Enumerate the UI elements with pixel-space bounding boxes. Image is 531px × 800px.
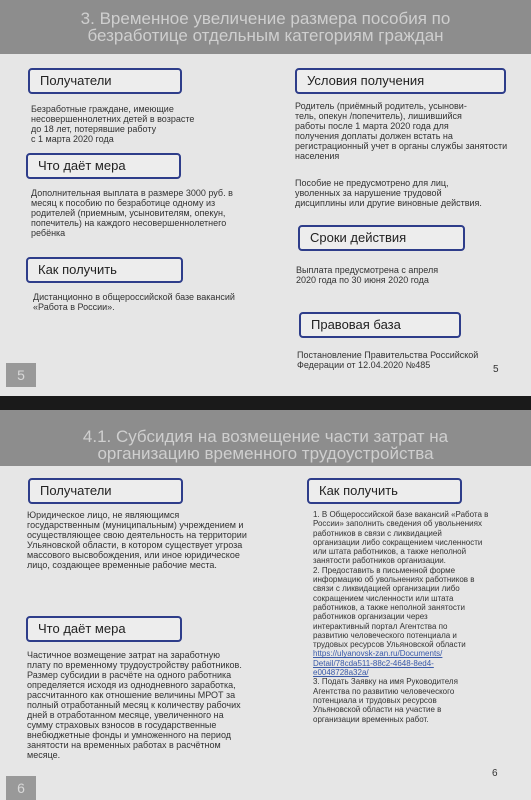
page-number-badge: 5 [6,363,36,387]
slide-6 [0,410,531,800]
page-number-badge: 6 [6,776,36,800]
measure-label-box: Что даёт мера [26,616,182,642]
terms-text: Выплата предусмотрена с апреля 2020 года по 30 июня 2020 года [296,265,439,285]
slide-title-line: 3. Временное увеличение размера пособия по [80,9,451,28]
recipients-label-box: Получатели [28,478,183,504]
conditions-text: Родитель (приёмный родитель, усынови- тель, опекун /попечитель), лишившийся работы после 1 марта 2020 года для получения доплаты должен встать на регистрационный учет в органы службы занятости населения [295,101,508,161]
legal-label-box: Правовая база [299,312,461,338]
slide-title-line: организацию временного трудоустройства [97,444,434,463]
conditions-label-box: Условия получения [295,68,506,94]
how-steps-text: 1. В Общероссийской базе вакансий «Работа в России» заполнить сведения об увольнениях работников в связи с ликвидацией организации либо сокращением численности или штата работников, а также неполной занятости работников организации. 2. Предоставить в письменной форме информацию об увольнениях работников в связи с ликвидацией организации либо сокращением численности или штата работников, а также неполной занятости работников организации через интерактивный портал Агентства по развитию человеческого потенциала и трудовых ресурсов Ульяновской области https://ulyanovsk-zan.ru/Documents/ Detail/78cda511-88c2-4648-8ed4- e0048728a32a/ 3. Подать Заявку на имя Руководителя Агентства по развитию человеческого потенциала и трудовых ресурсов Ульяновской области на участие в организации временных работ. [313,510,489,724]
slide-title [0,410,531,466]
how-label-box: Как получить [307,478,462,504]
measure-label-box: Что даёт мера [26,153,181,179]
measure-text: Дополнительная выплата в размере 3000 руб. в месяц к пособию по безработице одному из родителей (приемным, усыновителям, опекун, попечитель) на каждого несовершеннолетнего ребёнка [31,188,233,238]
measure-text: Частичное возмещение затрат на заработную плату по временному трудоустройству работников. Размер субсидии в расчёте на одного работника определяется исходя из однодневного заработка, рассчитанного как отношение величины МРОТ за полный отработанный месяц к количеству рабочих дней в отработанном месяце, увеличенного на сумму страховых взносов в государственные внебюджетные фонды и умноженного на период занятости на временных работах в расчётном месяце. [27,650,242,760]
page-number: 6 [492,768,498,779]
terms-label-box: Сроки действия [298,225,465,251]
slide-title-line: безработице отдельным категориям граждан [87,26,444,45]
how-text: Дистанционно в общероссийской базе вакансий «Работа в России». [33,292,235,312]
recipients-text: Юридическое лицо, не являющимся государственным (муниципальным) учреждением и осуществляющее свою деятельность на территории Ульяновской области, в котором существует угроза массового высвобождения, или иное юридическое лицо, создающее временные рабочие места. [27,510,247,570]
conditions-exclusion-text: Пособие не предусмотрено для лиц, уволенных за нарушение трудовой дисциплины или другие виновные действия. [295,178,482,208]
agency-portal-link[interactable]: e0048728a32a/ [313,668,369,678]
legal-text: Постановление Правительства Российской Федерации от 12.04.2020 №485 [297,350,479,370]
recipients-label-box: Получатели [28,68,182,94]
slide-title [0,0,531,54]
recipients-text: Безработные граждане, имеющие несовершеннолетних детей в возрасте до 18 лет, потерявшие работу с 1 марта 2020 года [31,104,195,144]
how-label-box: Как получить [26,257,183,283]
slide-title-line: 4.1. Субсидия на возмещение части затрат на [82,427,449,446]
slide-divider [0,396,531,410]
slide-5 [0,0,531,396]
agency-portal-link[interactable]: https://ulyanovsk-zan.ru/Documents/ [313,649,443,659]
agency-portal-link[interactable]: Detail/78cda511-88c2-4648-8ed4- [313,658,434,668]
page-number: 5 [493,364,499,375]
